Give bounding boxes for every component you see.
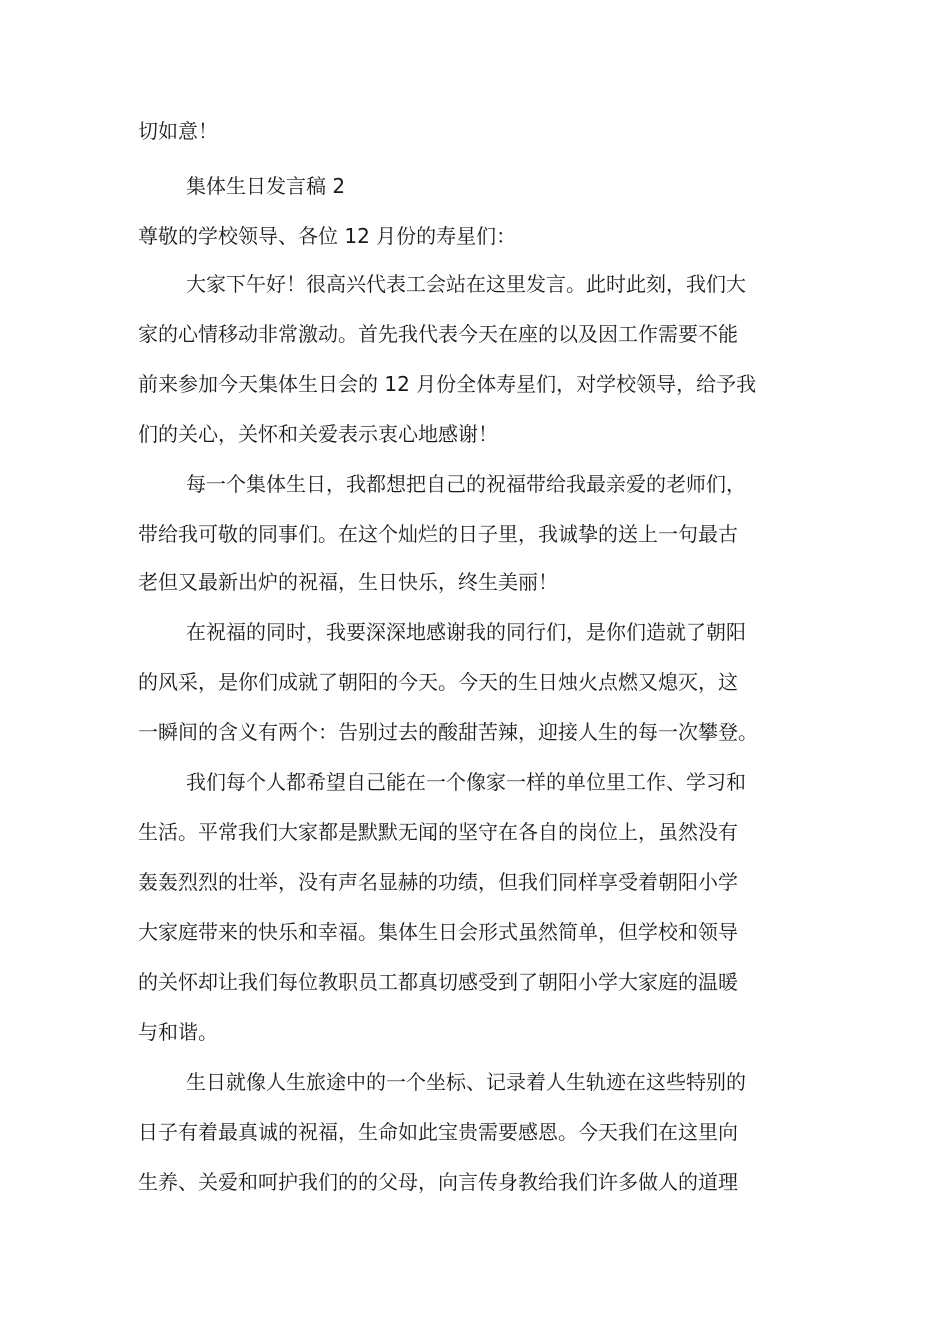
paragraph-line: 日子有着最真诚的祝福，生命如此宝贵需要感恩。今天我们在这里向	[138, 1120, 738, 1144]
paragraph-line: 大家下午好！很高兴代表工会站在这里发言。此时此刻，我们大	[186, 272, 746, 296]
paragraph-line: 老但又最新出炉的祝福，生日快乐，终生美丽！	[138, 570, 558, 594]
paragraph-line: 与和谐。	[138, 1020, 218, 1044]
paragraph-line: 前来参加今天集体生日会的 12 月份全体寿星们，对学校领导，给予我	[138, 372, 757, 396]
paragraph-line: 生养、关爱和呵护我们的的父母，向言传身教给我们许多做人的道理	[138, 1170, 738, 1194]
paragraph-line: 大家庭带来的快乐和幸福。集体生日会形式虽然简单，但学校和领导	[138, 920, 738, 944]
paragraph-line: 生日就像人生旅途中的一个坐标、记录着人生轨迹在这些特别的	[186, 1070, 746, 1094]
section-heading: 集体生日发言稿 2	[186, 174, 346, 198]
paragraph-line: 轰轰烈烈的壮举，没有声名显赫的功绩，但我们同样享受着朝阳小学	[138, 870, 738, 894]
paragraph-line: 每一个集体生日，我都想把自己的祝福带给我最亲爱的老师们，	[186, 472, 746, 496]
salutation-line: 尊敬的学校领导、各位 12 月份的寿星们：	[138, 224, 517, 248]
paragraph-line: 带给我可敬的同事们。在这个灿烂的日子里，我诚挚的送上一句最古	[138, 522, 738, 546]
paragraph-line: 的关怀却让我们每位教职员工都真切感受到了朝阳小学大家庭的温暖	[138, 970, 738, 994]
text-line-1: 切如意！	[138, 119, 218, 143]
paragraph-line: 一瞬间的含义有两个：告别过去的酸甜苦辣，迎接人生的每一次攀登。	[138, 720, 758, 744]
paragraph-line: 生活。平常我们大家都是默默无闻的坚守在各自的岗位上，虽然没有	[138, 820, 738, 844]
paragraph-line: 们的关心，关怀和关爱表示衷心地感谢！	[138, 422, 498, 446]
paragraph-line: 在祝福的同时，我要深深地感谢我的同行们，是你们造就了朝阳	[186, 620, 746, 644]
paragraph-line: 的风采，是你们成就了朝阳的今天。今天的生日烛火点燃又熄灭，这	[138, 670, 738, 694]
paragraph-line: 我们每个人都希望自己能在一个像家一样的单位里工作、学习和	[186, 770, 746, 794]
paragraph-line: 家的心情移动非常激动。首先我代表今天在座的以及因工作需要不能	[138, 322, 738, 346]
